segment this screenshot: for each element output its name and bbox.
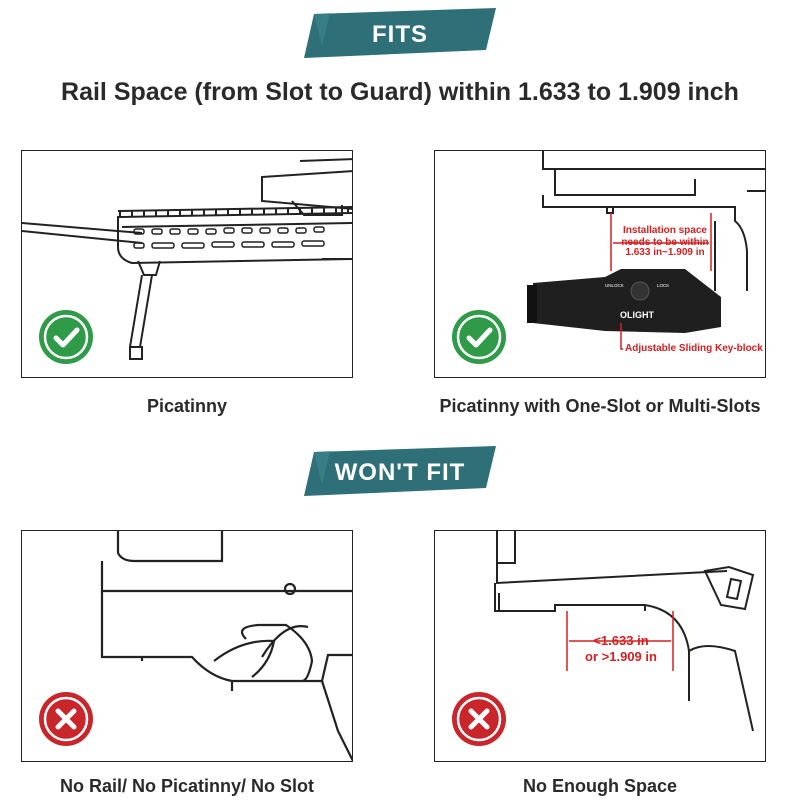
space-annotation-line1: <1.633 in xyxy=(593,633,649,648)
panel-no-rail xyxy=(21,530,353,762)
caption-picatinny: Picatinny xyxy=(146,396,228,416)
light-brand-text: OLIGHT xyxy=(620,310,654,320)
install-range-annotation: 1.633 in~1.909 in xyxy=(625,247,705,258)
fits-label: FITS xyxy=(372,21,428,48)
caption-picatinny-slots: Picatinny with One-Slot or Multi-Slots xyxy=(439,396,761,416)
caption-no-rail: No Rail/ No Picatinny/ No Slot xyxy=(59,776,315,796)
space-annotation-line2: or >1.909 in xyxy=(585,649,657,664)
wontfit-banner xyxy=(300,444,500,502)
cross-icon xyxy=(451,691,507,747)
panel-picatinny-slots xyxy=(434,150,766,378)
cross-badge xyxy=(451,691,507,747)
keyblock-annotation: Adjustable Sliding Key-block xyxy=(625,343,763,354)
light-lock-text: LOCK xyxy=(657,283,670,288)
caption-no-space: No Enough Space xyxy=(522,776,677,796)
check-icon xyxy=(451,309,507,365)
check-badge xyxy=(451,309,507,365)
check-icon xyxy=(38,309,94,365)
cross-icon xyxy=(38,691,94,747)
check-badge xyxy=(38,309,94,365)
wontfit-label: WON'T FIT xyxy=(334,459,466,486)
page-headline: Rail Space (from Slot to Guard) within 1.633 to 1.909 inch xyxy=(61,78,739,106)
panel-picatinny xyxy=(21,150,353,378)
panel-no-space xyxy=(434,530,766,762)
light-unlock-text: UNLOCK xyxy=(605,283,624,288)
cross-badge xyxy=(38,691,94,747)
install-space-annotation: Installation space needs to be within xyxy=(621,225,709,248)
fits-banner xyxy=(300,6,500,64)
